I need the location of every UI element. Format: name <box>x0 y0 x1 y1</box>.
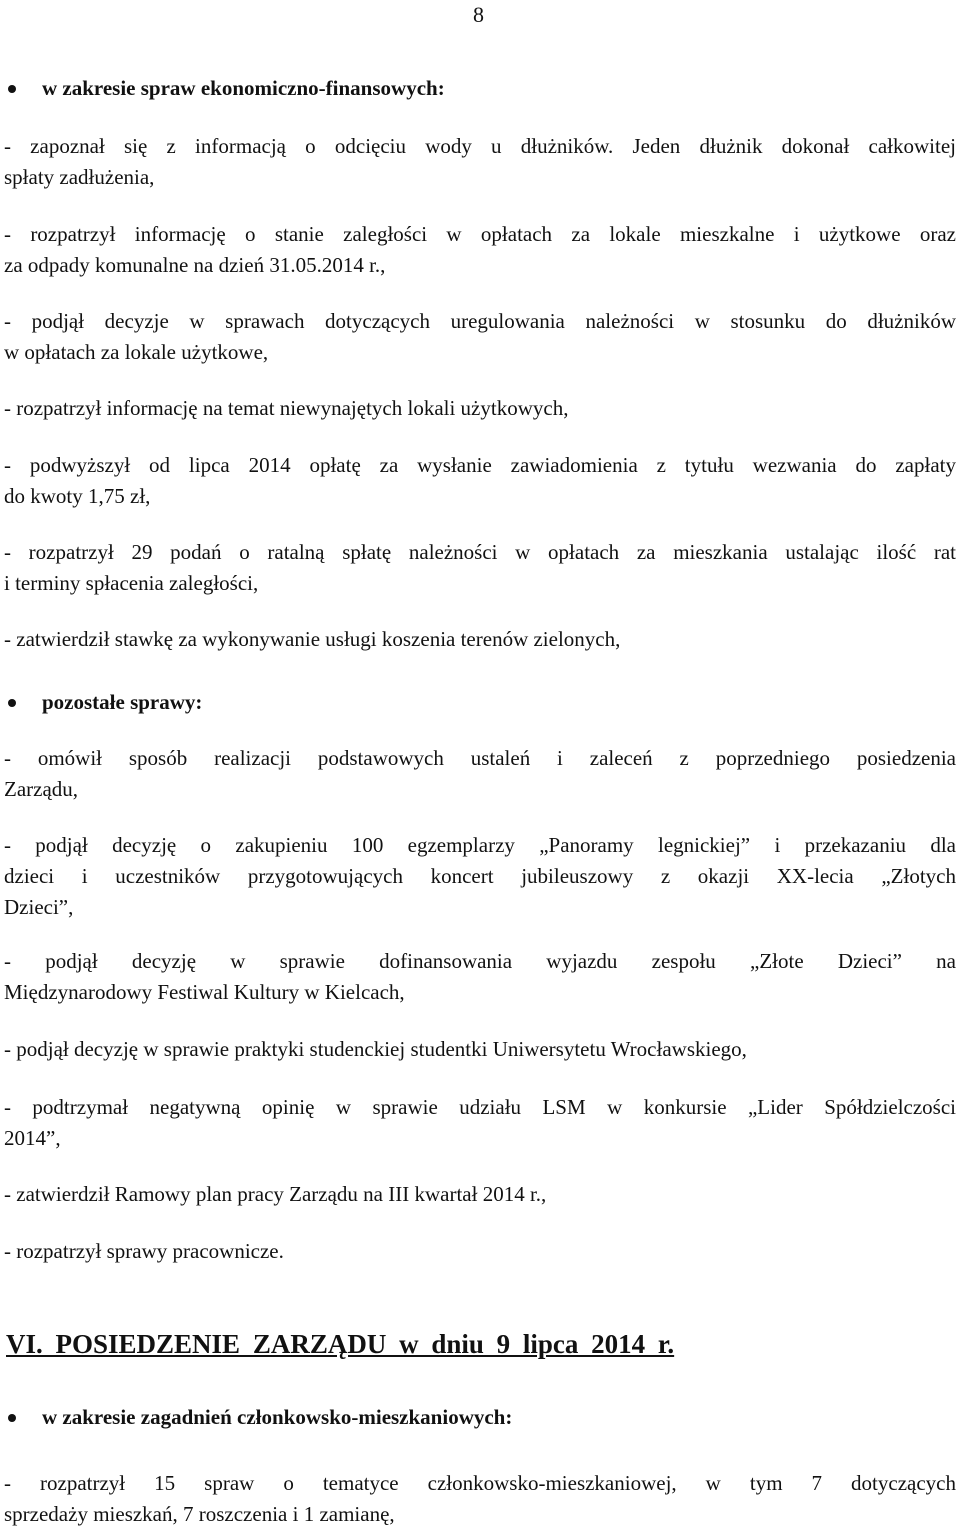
line: - zatwierdził stawkę za wykonywanie usługi koszenia terenów zielonych, <box>4 627 621 651</box>
line: i terminy spłacenia zaległości, <box>4 571 259 595</box>
line: - podtrzymał negatywną opinię w sprawie udziału LSM w konkursie „Lider Spółdzielczości <box>4 1095 956 1119</box>
list-item <box>4 743 956 805</box>
line: za odpady komunalne na dzień 31.05.2014 r., <box>4 253 386 277</box>
list-item <box>4 537 956 599</box>
line: dzieci i uczestników przygotowujących koncert jubileuszowy z okazji XX-lecia „Złotych <box>4 864 956 888</box>
list-item <box>4 1092 956 1154</box>
line: - podjął decyzję w sprawie praktyki studenckiej studentki Uniwersytetu Wrocławskiego, <box>4 1037 747 1061</box>
list-item <box>4 624 956 655</box>
line: - podjął decyzje w sprawach dotyczących uregulowania należności w stosunku do dłużników <box>4 309 956 333</box>
line: Dzieci”, <box>4 895 74 919</box>
line: - podjął decyzję o zakupieniu 100 egzemplarzy „Panoramy legnickiej” i przekazaniu dla <box>4 833 956 857</box>
line: Zarządu, <box>4 777 79 801</box>
list-item <box>4 219 956 281</box>
line: - podwyższył od lipca 2014 opłatę za wysłanie zawiadomienia z tytułu wezwania do zapłaty <box>4 453 956 477</box>
line: - rozpatrzył sprawy pracownicze. <box>4 1239 284 1263</box>
list-item <box>4 393 956 424</box>
line: - rozpatrzył 29 podań o ratalną spłatę należności w opłatach za mieszkania ustalając ilość rat <box>4 540 956 564</box>
heading-text: w zakresie spraw ekonomiczno-finansowych: <box>42 76 445 100</box>
line: - zapoznał się z informacją o odcięciu wody u dłużników. Jeden dłużnik dokonał całkowitej <box>4 134 956 158</box>
meeting-heading: VI. POSIEDZENIE ZARZĄDU w dniu 9 lipca 2014 r. <box>6 1329 675 1359</box>
line: - zatwierdził Ramowy plan pracy Zarządu na III kwartał 2014 r., <box>4 1182 547 1206</box>
list-item <box>4 450 956 512</box>
page-number: 8 <box>473 2 484 27</box>
heading-text: w zakresie zagadnień członkowsko-mieszkaniowych: <box>42 1405 513 1429</box>
line: - rozpatrzył informację o stanie zaległości w opłatach za lokale mieszkalne i użytkowe oraz <box>4 222 956 246</box>
list-item <box>4 830 956 923</box>
bullet-icon <box>8 85 16 93</box>
line: - podjął decyzję w sprawie dofinansowania wyjazdu zespołu „Złote Dzieci” na <box>4 949 956 973</box>
heading-text: pozostałe sprawy: <box>42 690 203 714</box>
list-item <box>4 306 956 368</box>
line: do kwoty 1,75 zł, <box>4 484 151 508</box>
line: - rozpatrzył 15 spraw o tematyce członkowsko-mieszkaniowej, w tym 7 dotyczących <box>4 1471 956 1495</box>
line: - rozpatrzył informację na temat niewynajętych lokali użytkowych, <box>4 396 569 420</box>
line: spłaty zadłużenia, <box>4 165 155 189</box>
line: w opłatach za lokale użytkowe, <box>4 340 269 364</box>
list-item <box>4 946 956 1008</box>
bullet-icon <box>8 1414 16 1422</box>
list-item <box>4 1236 956 1267</box>
line: - omówił sposób realizacji podstawowych ustaleń i zaleceń z poprzedniego posiedzenia <box>4 746 956 770</box>
list-item <box>4 1179 956 1210</box>
list-item <box>4 1034 956 1065</box>
bullet-icon <box>8 699 16 707</box>
list-item <box>4 1468 956 1530</box>
list-item <box>4 131 956 193</box>
line: Międzynarodowy Festiwal Kultury w Kielcach, <box>4 980 405 1004</box>
line: sprzedaży mieszkań, 7 roszczenia i 1 zamianę, <box>4 1502 395 1526</box>
line: 2014”, <box>4 1126 61 1150</box>
